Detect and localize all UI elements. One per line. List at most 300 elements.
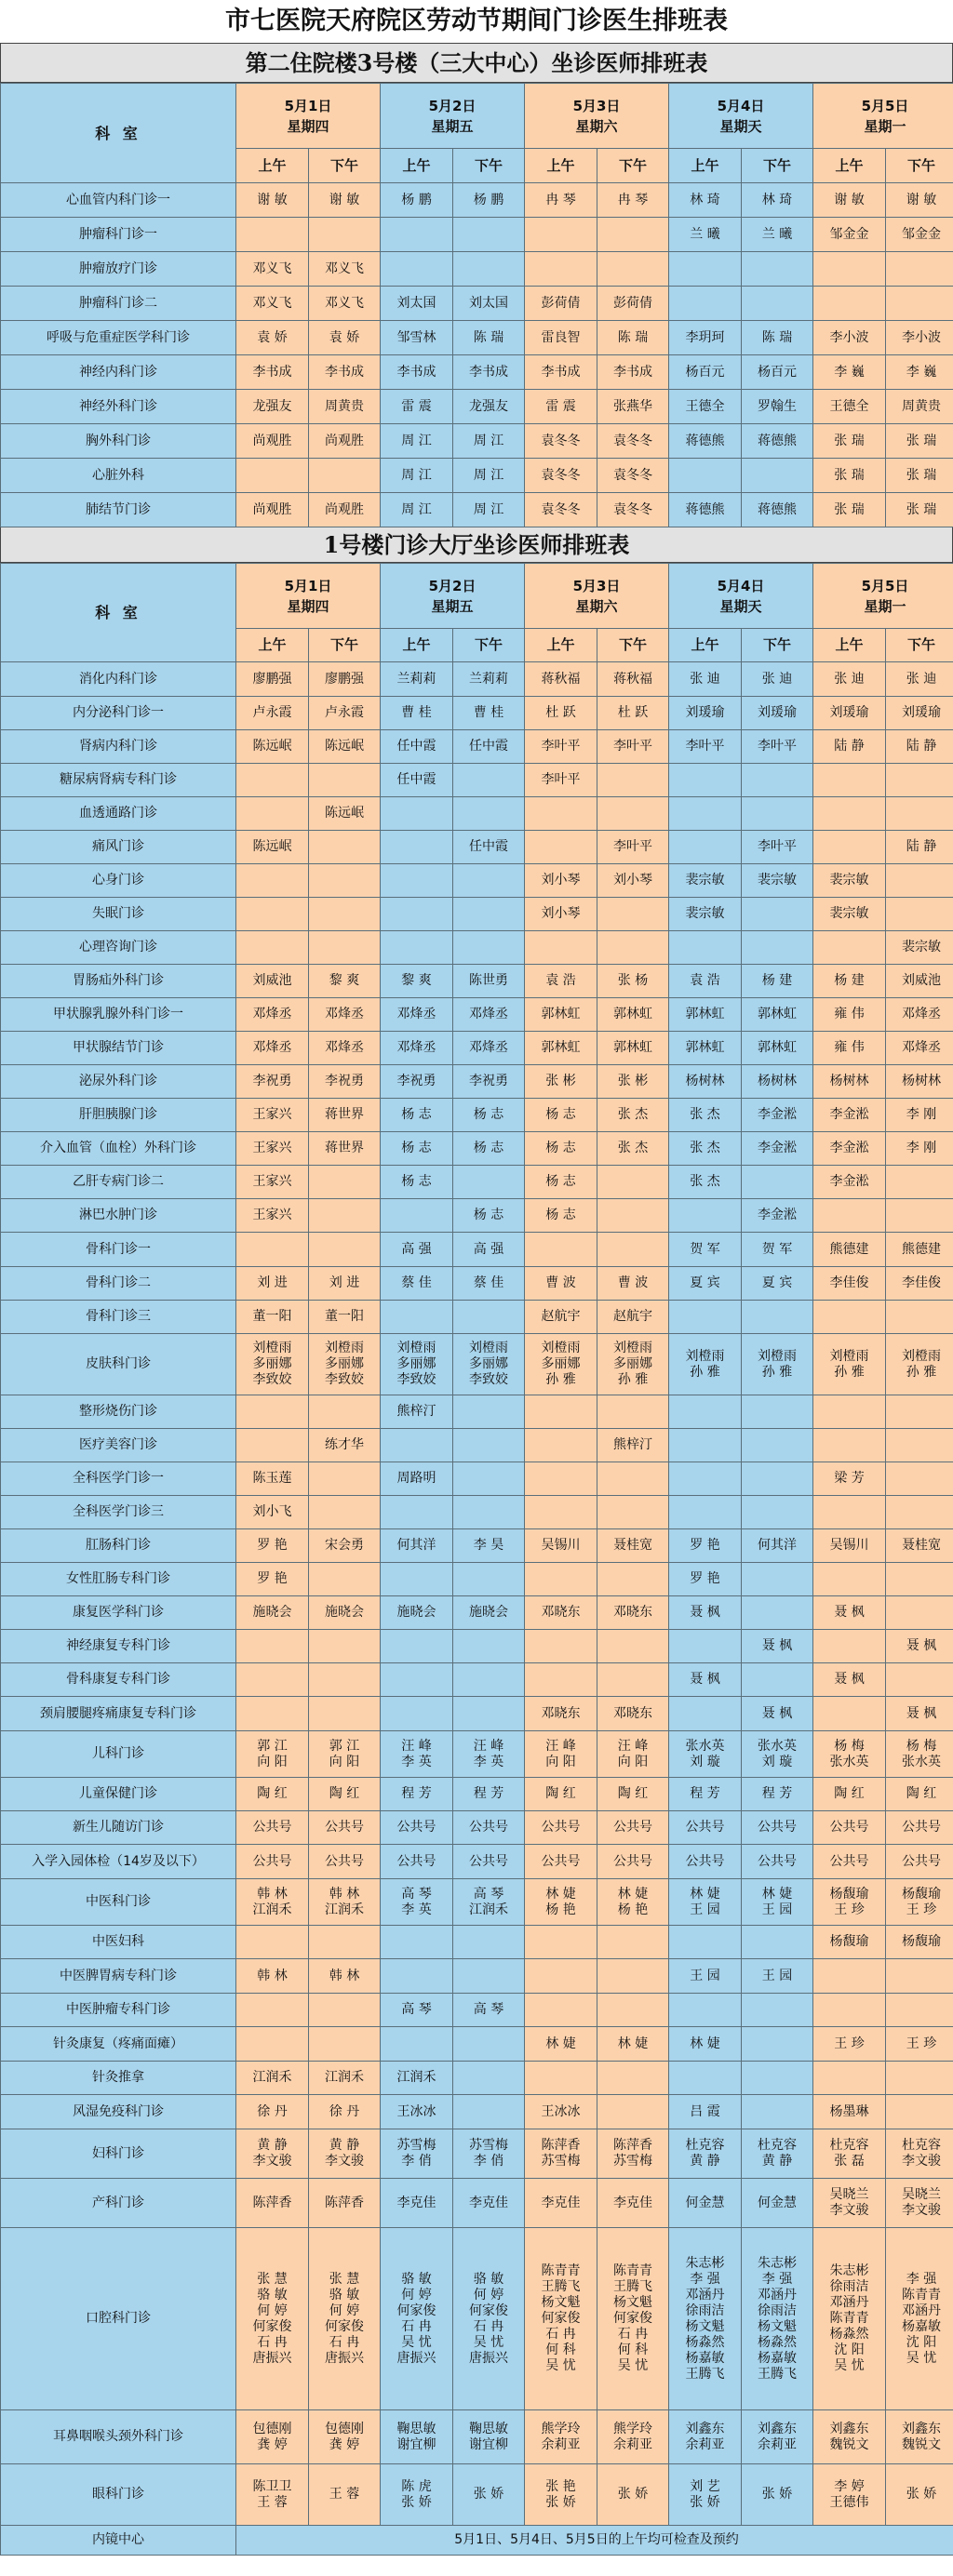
doctor-cell: [669, 1994, 742, 2027]
doctor-cell: 公共号: [597, 1845, 669, 1879]
doctor-cell: 刘橙雨 孙 雅: [669, 1334, 742, 1395]
day-date: 5月5日: [861, 97, 909, 114]
doctor-cell: 蒋世界: [309, 1132, 381, 1166]
doctor-cell: [453, 1630, 525, 1663]
doctor-cell: 何其洋: [381, 1529, 453, 1563]
schedule-row: [1, 1429, 953, 1462]
doctor-cell: 高 强: [453, 1233, 525, 1267]
doctor-cell: 陆 静: [886, 831, 953, 864]
doctor-cell: 刘鑫东 余莉亚: [742, 2410, 813, 2464]
doctor-cell: [886, 1301, 953, 1334]
doctor-cell: [669, 252, 742, 287]
doctor-cell: 苏雪梅 李 俏: [453, 2129, 525, 2179]
doctor-cell: [453, 1959, 525, 1994]
schedule-row: [1, 730, 953, 764]
doctor-cell: [597, 252, 669, 287]
doctor-cell: 杜克容 李文骏: [886, 2129, 953, 2179]
doctor-cell: 林 琦: [669, 183, 742, 218]
doctor-cell: 陈 瑞: [453, 321, 525, 355]
doctor-cell: 邓烽丞: [453, 998, 525, 1032]
doctor-cell: 贺 军: [669, 1233, 742, 1267]
doctor-cell: 夏 宾: [742, 1267, 813, 1301]
doctor-cell: 包德刚 龚 婷: [309, 2410, 381, 2464]
doctor-cell: 兰莉莉: [381, 662, 453, 697]
doctor-cell: [381, 1926, 453, 1959]
doctor-cell: 陈远岷: [309, 730, 381, 764]
doctor-cell: 王冰冰: [525, 2095, 597, 2129]
schedule-row: [1, 797, 953, 831]
doctor-cell: 裴宗敏: [669, 864, 742, 898]
dept-name: 失眠门诊: [1, 898, 236, 931]
dept-name: 眼科门诊: [1, 2464, 236, 2526]
schedule-row: [1, 965, 953, 998]
doctor-cell: [669, 1697, 742, 1731]
doctor-cell: 杨 志: [381, 1166, 453, 1199]
doctor-cell: 熊梓汀: [381, 1395, 453, 1429]
doctor-cell: 杨 志: [525, 1199, 597, 1233]
doctor-cell: [309, 764, 381, 797]
schedule-row: [1, 1778, 953, 1811]
doctor-cell: 高 琴: [453, 1994, 525, 2027]
dept-name: 产科门诊: [1, 2179, 236, 2228]
doctor-cell: [886, 1959, 953, 1994]
doctor-cell: [597, 797, 669, 831]
doctor-cell: 公共号: [813, 1811, 886, 1845]
doctor-cell: 陈卫卫 王 蓉: [236, 2464, 309, 2526]
doctor-cell: 聂桂宽: [597, 1529, 669, 1563]
doctor-cell: 赵航宇: [525, 1301, 597, 1334]
doctor-cell: 李 昊: [453, 1529, 525, 1563]
doctor-cell: 李叶平: [597, 730, 669, 764]
doctor-cell: 杨 志: [453, 1199, 525, 1233]
dept-name: 糖尿病肾病专科门诊: [1, 764, 236, 797]
doctor-cell: [597, 1496, 669, 1529]
doctor-cell: [309, 2027, 381, 2062]
doctor-cell: 陈远岷: [236, 730, 309, 764]
doctor-cell: 杨树林: [886, 1065, 953, 1099]
doctor-cell: 李小波: [813, 321, 886, 355]
doctor-cell: [813, 1199, 886, 1233]
doctor-cell: [669, 2062, 742, 2095]
doctor-cell: 董一阳: [309, 1301, 381, 1334]
doctor-cell: 刘小琴: [597, 864, 669, 898]
dept-name: 痛风门诊: [1, 831, 236, 864]
doctor-cell: 周黄贵: [309, 390, 381, 424]
doctor-cell: 刘橙雨 孙 雅: [742, 1334, 813, 1395]
doctor-cell: [453, 764, 525, 797]
doctor-cell: [669, 1630, 742, 1663]
doctor-cell: 邓烽丞: [309, 1032, 381, 1065]
doctor-cell: [525, 1959, 597, 1994]
date-header-row: [1, 564, 953, 629]
doctor-cell: 刘瑗瑜: [886, 697, 953, 730]
schedule-row: [1, 1301, 953, 1334]
doctor-cell: [813, 1563, 886, 1596]
doctor-cell: 卢永霞: [309, 697, 381, 730]
schedule-row: [1, 2027, 953, 2062]
am-header: 上午: [525, 629, 597, 662]
doctor-cell: 陶 红: [309, 1778, 381, 1811]
schedule-row: [1, 1199, 953, 1233]
doctor-cell: 包德刚 龚 婷: [236, 2410, 309, 2464]
day-header: [669, 84, 813, 149]
doctor-cell: [813, 1994, 886, 2027]
doctor-cell: [886, 797, 953, 831]
day-date: 5月2日: [428, 97, 476, 114]
doctor-cell: 刘橙雨 多丽娜 李致姣: [453, 1334, 525, 1395]
schedule-row: [1, 2228, 953, 2410]
day-header: [381, 84, 525, 149]
doctor-cell: [309, 1395, 381, 1429]
doctor-cell: 鞠思敏 谢宜柳: [453, 2410, 525, 2464]
doctor-cell: 公共号: [742, 1811, 813, 1845]
doctor-cell: 雷 震: [525, 390, 597, 424]
doctor-cell: [309, 1199, 381, 1233]
doctor-cell: [525, 252, 597, 287]
doctor-cell: 邓烽丞: [886, 1032, 953, 1065]
day-weekday: 星期六: [575, 597, 618, 615]
day-header: [813, 84, 953, 149]
schedule-row: [1, 931, 953, 965]
dept-name: 骨科康复专科门诊: [1, 1663, 236, 1697]
doctor-cell: 鞠思敏 谢宜柳: [381, 2410, 453, 2464]
schedule-row: [1, 390, 953, 424]
doctor-cell: 韩 林: [309, 1959, 381, 1994]
doctor-cell: 刘橙雨 孙 雅: [886, 1334, 953, 1395]
doctor-cell: 张 瑞: [886, 459, 953, 493]
doctor-cell: 袁冬冬: [525, 493, 597, 527]
doctor-cell: 李叶平: [525, 730, 597, 764]
doctor-cell: [525, 1563, 597, 1596]
doctor-cell: 公共号: [669, 1845, 742, 1879]
doctor-cell: 李祝勇: [309, 1065, 381, 1099]
doctor-cell: [886, 1496, 953, 1529]
doctor-cell: 裴宗敏: [813, 898, 886, 931]
doctor-cell: 刘小琴: [525, 864, 597, 898]
doctor-cell: 李 刚: [886, 1132, 953, 1166]
doctor-cell: 李佳俊: [886, 1267, 953, 1301]
pm-header: 下午: [453, 629, 525, 662]
doctor-cell: 李 巍: [813, 355, 886, 390]
schedule-row: [1, 1395, 953, 1429]
doctor-cell: 杨 建: [813, 965, 886, 998]
doctor-cell: 李金淞: [813, 1166, 886, 1199]
doctor-cell: 刘太国: [381, 287, 453, 321]
dept-name: 全科医学门诊一: [1, 1462, 236, 1496]
doctor-cell: 李克佳: [381, 2179, 453, 2228]
doctor-cell: 刘太国: [453, 287, 525, 321]
doctor-cell: [886, 1199, 953, 1233]
doctor-cell: [453, 2027, 525, 2062]
doctor-cell: 李书成: [597, 355, 669, 390]
doctor-cell: [381, 1301, 453, 1334]
doctor-cell: [669, 1395, 742, 1429]
doctor-cell: 陈远岷: [236, 831, 309, 864]
doctor-cell: [886, 1563, 953, 1596]
doctor-cell: [669, 459, 742, 493]
dept-name: 肛肠科门诊: [1, 1529, 236, 1563]
doctor-cell: 张 瑞: [886, 424, 953, 459]
doctor-cell: 张 娇: [742, 2464, 813, 2526]
doctor-cell: [525, 1926, 597, 1959]
doctor-cell: 杨 志: [525, 1132, 597, 1166]
doctor-cell: 李小波: [886, 321, 953, 355]
doctor-cell: [381, 1199, 453, 1233]
doctor-cell: 杨 梅 张水英: [813, 1731, 886, 1778]
doctor-cell: 陶 红: [813, 1778, 886, 1811]
doctor-cell: [742, 287, 813, 321]
doctor-cell: 聂 枫: [669, 1663, 742, 1697]
doctor-cell: 公共号: [742, 1845, 813, 1879]
doctor-cell: 张 迪: [886, 662, 953, 697]
schedule-row: [1, 1879, 953, 1926]
doctor-cell: 刘鑫东 魏锐文: [886, 2410, 953, 2464]
doctor-cell: [813, 931, 886, 965]
dept-name: 胸外科门诊: [1, 424, 236, 459]
day-header: [813, 564, 953, 629]
schedule-row: [1, 218, 953, 252]
doctor-cell: 公共号: [236, 1811, 309, 1845]
doctor-cell: [597, 2062, 669, 2095]
schedule-row: [1, 1563, 953, 1596]
doctor-cell: 李克佳: [597, 2179, 669, 2228]
dept-name: 肿瘤科门诊二: [1, 287, 236, 321]
doctor-cell: 李叶平: [669, 730, 742, 764]
doctor-cell: 蒋德熊: [742, 493, 813, 527]
day-header: [236, 564, 381, 629]
doctor-cell: 谢 敏: [236, 183, 309, 218]
doctor-cell: 袁 娇: [236, 321, 309, 355]
day-date: 5月4日: [717, 577, 765, 594]
doctor-cell: [236, 218, 309, 252]
schedule-row: [1, 1334, 953, 1395]
schedule-row: [1, 2464, 953, 2526]
doctor-cell: 吕 霞: [669, 2095, 742, 2129]
doctor-cell: 李金淞: [742, 1199, 813, 1233]
doctor-cell: 张水英 刘 璇: [669, 1731, 742, 1778]
doctor-cell: 聂 枫: [742, 1697, 813, 1731]
doctor-cell: [525, 931, 597, 965]
doctor-cell: [886, 252, 953, 287]
doctor-cell: 袁冬冬: [597, 459, 669, 493]
note-text: 5月1日、5月4日、5月5日的上午均可检查及预约: [236, 2526, 953, 2556]
doctor-cell: 王 珍: [813, 2027, 886, 2062]
dept-name: 中医妇科: [1, 1926, 236, 1959]
doctor-cell: [742, 252, 813, 287]
doctor-cell: 杨百元: [742, 355, 813, 390]
doctor-cell: 邓烽丞: [381, 998, 453, 1032]
dept-name: 妇科门诊: [1, 2129, 236, 2179]
doctor-cell: [742, 764, 813, 797]
doctor-cell: 陆 静: [813, 730, 886, 764]
doctor-cell: 张 杰: [669, 1166, 742, 1199]
doctor-cell: 高 琴 江润禾: [453, 1879, 525, 1926]
doctor-cell: 黎 爽: [381, 965, 453, 998]
doctor-cell: 吴晓兰 李文骏: [886, 2179, 953, 2228]
doctor-cell: [597, 931, 669, 965]
schedule-row: [1, 831, 953, 864]
doctor-cell: [453, 898, 525, 931]
doctor-cell: 吴锡川: [813, 1529, 886, 1563]
doctor-cell: [381, 1959, 453, 1994]
doctor-cell: 张 瑞: [886, 493, 953, 527]
doctor-cell: 公共号: [236, 1845, 309, 1879]
dept-name: 中医肿瘤专科门诊: [1, 1994, 236, 2027]
doctor-cell: [236, 1994, 309, 2027]
dept-name: 肾病内科门诊: [1, 730, 236, 764]
doctor-cell: 罗 艳: [236, 1563, 309, 1596]
doctor-cell: [525, 1994, 597, 2027]
doctor-cell: [381, 864, 453, 898]
dept-name: 甲状腺结节门诊: [1, 1032, 236, 1065]
doctor-cell: [381, 1697, 453, 1731]
doctor-cell: 李书成: [381, 355, 453, 390]
doctor-cell: [453, 1563, 525, 1596]
schedule-row: [1, 2410, 953, 2464]
doctor-cell: [453, 2062, 525, 2095]
doctor-cell: [236, 797, 309, 831]
dept-name: 血透通路门诊: [1, 797, 236, 831]
doctor-cell: [669, 797, 742, 831]
doctor-cell: 杨 志: [453, 1132, 525, 1166]
doctor-cell: 杨 志: [453, 1099, 525, 1132]
doctor-cell: [742, 1166, 813, 1199]
doctor-cell: 张 瑞: [813, 424, 886, 459]
doctor-cell: [309, 1462, 381, 1496]
schedule-row: [1, 662, 953, 697]
doctor-cell: [742, 931, 813, 965]
doctor-cell: [742, 2095, 813, 2129]
doctor-cell: [813, 1429, 886, 1462]
doctor-cell: 高 强: [381, 1233, 453, 1267]
doctor-cell: [453, 1663, 525, 1697]
dept-name: 新生儿随访门诊: [1, 1811, 236, 1845]
dept-name: 心脏外科: [1, 459, 236, 493]
doctor-cell: 邓晓东: [597, 1697, 669, 1731]
doctor-cell: 杨馥瑜 王 珍: [813, 1879, 886, 1926]
doctor-cell: 熊学玲 余莉亚: [597, 2410, 669, 2464]
doctor-cell: 骆 敏 何 婷 何家俊 石 冉 吴 忧 唐振兴: [453, 2228, 525, 2410]
doctor-cell: [742, 1395, 813, 1429]
doctor-cell: 刘瑗瑜: [669, 697, 742, 730]
doctor-cell: [742, 1429, 813, 1462]
doctor-cell: 袁 浩: [525, 965, 597, 998]
schedule-row: [1, 287, 953, 321]
doctor-cell: [453, 1429, 525, 1462]
doctor-cell: [453, 1395, 525, 1429]
dept-name: 心理咨询门诊: [1, 931, 236, 965]
doctor-cell: [309, 898, 381, 931]
dept-name: 儿科门诊: [1, 1731, 236, 1778]
doctor-cell: [742, 1926, 813, 1959]
doctor-cell: 李金淞: [742, 1099, 813, 1132]
doctor-cell: [453, 1496, 525, 1529]
doctor-cell: 兰 曦: [669, 218, 742, 252]
doctor-cell: 施晓会: [381, 1596, 453, 1630]
doctor-cell: [886, 1994, 953, 2027]
dept-name: 神经康复专科门诊: [1, 1630, 236, 1663]
doctor-cell: 李克佳: [525, 2179, 597, 2228]
doctor-cell: 朱志彬 李 强 邓涵丹 徐雨洁 杨文魁 杨淼然 杨嘉敏 王腾飞: [669, 2228, 742, 2410]
doctor-cell: 林 婕 杨 艳: [597, 1879, 669, 1926]
doctor-cell: 李祝勇: [453, 1065, 525, 1099]
section1-table: [0, 83, 953, 527]
schedule-row: [1, 764, 953, 797]
doctor-cell: 谢 敏: [886, 183, 953, 218]
schedule-row: [1, 355, 953, 390]
doctor-cell: 刘 艺 张 娇: [669, 2464, 742, 2526]
doctor-cell: [742, 1462, 813, 1496]
doctor-cell: [453, 1697, 525, 1731]
doctor-cell: 聂 枫: [813, 1596, 886, 1630]
doctor-cell: [597, 1926, 669, 1959]
day-date: 5月2日: [428, 577, 476, 594]
dept-name: 介入血管（血栓）外科门诊: [1, 1132, 236, 1166]
doctor-cell: 邓晓东: [525, 1697, 597, 1731]
doctor-cell: 周路明: [381, 1462, 453, 1496]
doctor-cell: 王家兴: [236, 1199, 309, 1233]
doctor-cell: [813, 2062, 886, 2095]
doctor-cell: 刘瑗瑜: [813, 697, 886, 730]
doctor-cell: [742, 1496, 813, 1529]
doctor-cell: [309, 1663, 381, 1697]
schedule-row: [1, 1959, 953, 1994]
am-header: 上午: [525, 149, 597, 183]
doctor-cell: 李金淞: [813, 1132, 886, 1166]
doctor-cell: 刘橙雨 多丽娜 李致姣: [236, 1334, 309, 1395]
doctor-cell: [597, 1994, 669, 2027]
doctor-cell: [309, 1563, 381, 1596]
doctor-cell: 邓烽丞: [309, 998, 381, 1032]
doctor-cell: 杨 志: [525, 1166, 597, 1199]
doctor-cell: [236, 1429, 309, 1462]
doctor-cell: 赵航宇: [597, 1301, 669, 1334]
doctor-cell: 杨 建: [742, 965, 813, 998]
day-header: [669, 564, 813, 629]
doctor-cell: 何金慧: [669, 2179, 742, 2228]
doctor-cell: [236, 931, 309, 965]
doctor-cell: [236, 2027, 309, 2062]
doctor-cell: [453, 218, 525, 252]
doctor-cell: 曹 波: [525, 1267, 597, 1301]
day-date: 5月4日: [717, 97, 765, 114]
doctor-cell: [597, 218, 669, 252]
doctor-cell: 任中霞: [381, 764, 453, 797]
doctor-cell: [453, 1166, 525, 1199]
doctor-cell: [886, 1596, 953, 1630]
day-header: [236, 84, 381, 149]
doctor-cell: 郭林虹: [597, 998, 669, 1032]
doctor-cell: [381, 1663, 453, 1697]
section1-title: 第二住院楼3号楼（三大中心）坐诊医师排班表: [0, 44, 953, 83]
schedule-row: [1, 1731, 953, 1778]
doctor-cell: 杨 鹏: [381, 183, 453, 218]
doctor-cell: 林 婕: [669, 2027, 742, 2062]
doctor-cell: 邓烽丞: [381, 1032, 453, 1065]
doctor-cell: 王冰冰: [381, 2095, 453, 2129]
doctor-cell: [525, 1395, 597, 1429]
dept-header: 科 室: [1, 84, 236, 183]
doctor-cell: 高 琴: [381, 1994, 453, 2027]
schedule-row: [1, 1233, 953, 1267]
doctor-cell: 李叶平: [525, 764, 597, 797]
schedule-row: [1, 898, 953, 931]
doctor-cell: 裴宗敏: [886, 931, 953, 965]
doctor-cell: 杜克容 张 磊: [813, 2129, 886, 2179]
doctor-cell: [525, 1233, 597, 1267]
dept-name: 骨科门诊一: [1, 1233, 236, 1267]
doctor-cell: 邓烽丞: [886, 998, 953, 1032]
